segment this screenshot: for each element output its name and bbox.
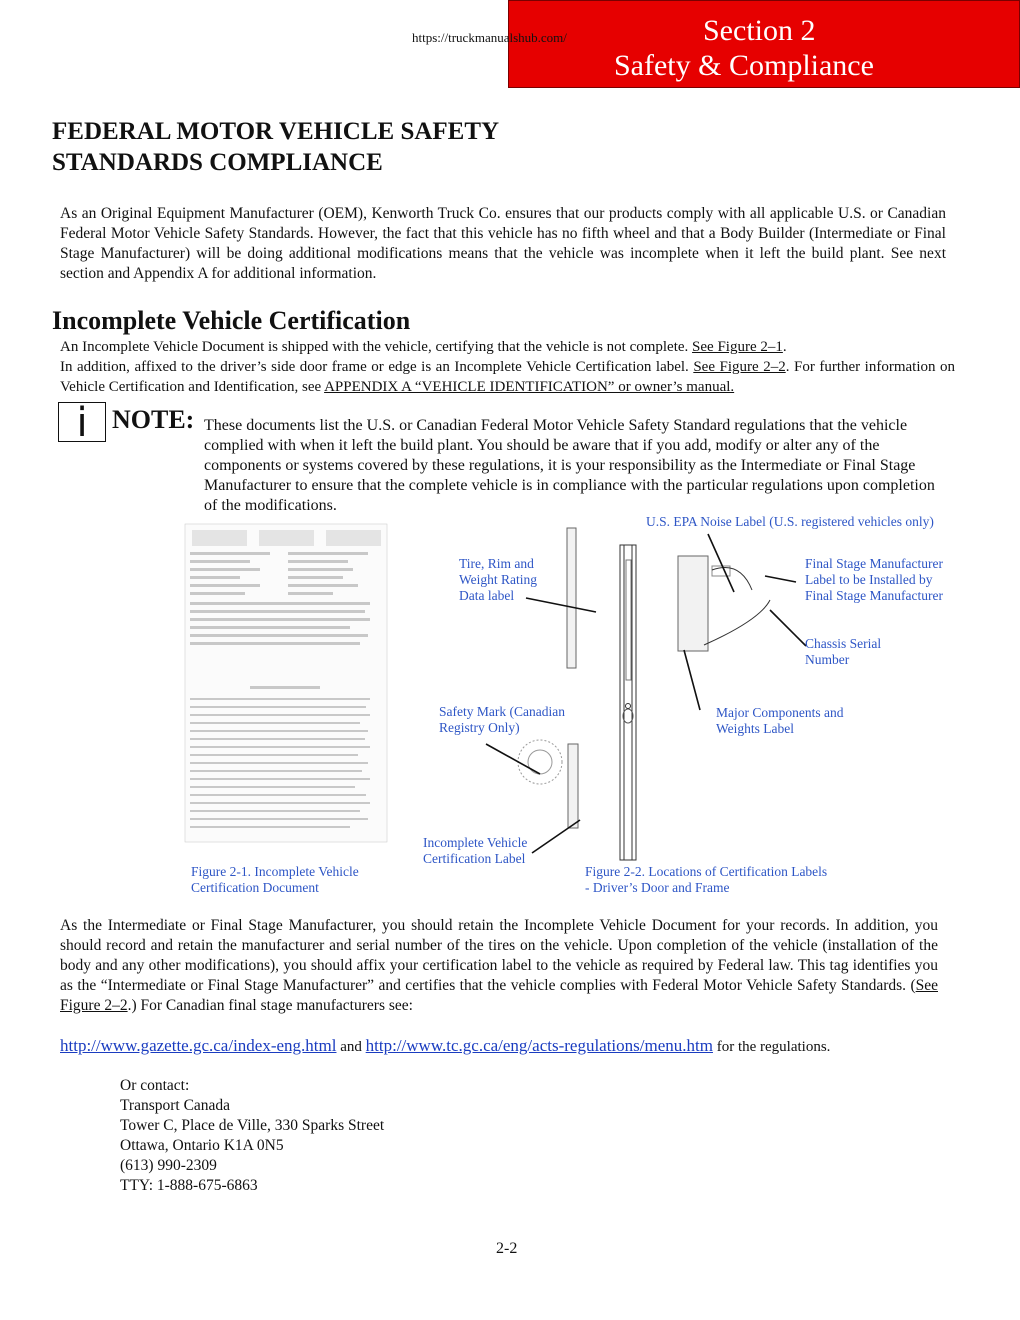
incomplete-label-caption [423, 835, 527, 867]
title-line-1: FEDERAL MOTOR VEHICLE SAFETY [52, 118, 500, 145]
safety-mark-caption [439, 704, 565, 736]
contact-block [120, 1076, 384, 1196]
info-icon-letter: i [76, 400, 88, 446]
incomplete-heading: Incomplete Vehicle Certification [52, 306, 411, 335]
intro-paragraph: As an Original Equipment Manufacturer (OEM), Kenworth Truck Co. ensures that our products comply with all applicable U.S. or Canadian Federal Motor Vehicle Safety Standards. However, the fact that this vehicle has no fifth wheel and that a Body Builder (Intermediate or Final Stage Manufacturer) will be doing additional modifications means that the vehicle was incomplete when it left the build plant. See next section and Appendix A for additional information. [60, 205, 946, 282]
safety-line-2: Registry Only) [439, 720, 520, 735]
major-line-2: Weights Label [716, 721, 795, 736]
incomplete-line-2: Certification Label [423, 851, 526, 866]
fig21-line-1: Figure 2-1. Incomplete Vehicle [191, 864, 359, 879]
final-line-2: Label to be Installed by [805, 572, 933, 587]
chassis-serial-caption [805, 636, 881, 668]
section-title: Safety & Compliance [614, 49, 874, 82]
title-line-2: STANDARDS COMPLIANCE [52, 149, 383, 176]
regulation-links [60, 1036, 830, 1056]
chassis-line-1: Chassis Serial [805, 636, 882, 651]
contact-line-3: Tower C, Place de Ville, 330 Sparks Street [120, 1117, 385, 1134]
links-suffix: for the regulations. [712, 1039, 831, 1055]
incomplete-text-a-end: . [782, 339, 787, 355]
tire-line-2: Weight Rating [459, 572, 538, 587]
major-components-caption [716, 705, 844, 737]
retain-paragraph [60, 916, 938, 1016]
incomplete-text-a: An Incomplete Vehicle Document is shipped with the vehicle, certifying that the vehicle is not complete. [60, 339, 693, 355]
note-label: NOTE: [112, 405, 195, 434]
figure-2-2-caption [585, 864, 827, 896]
tire-label-caption [459, 556, 537, 604]
tc-regulations-link[interactable]: http://www.tc.gc.ca/eng/acts-regulations/menu.htm [365, 1036, 713, 1055]
chassis-line-2: Number [805, 652, 850, 667]
door-frame-drawing [518, 528, 770, 860]
retain-text-b: .) For Canadian final stage manufacturers see: [127, 997, 413, 1014]
fig21-line-2: Certification Document [191, 880, 319, 895]
appendix-a-link[interactable]: APPENDIX A “VEHICLE IDENTIFICATION” or owner’s manual. [324, 379, 735, 395]
final-stage-label-caption [805, 556, 943, 604]
section-number: Section 2 [703, 14, 816, 47]
figure-2-1-caption [191, 864, 359, 896]
safety-line-1: Safety Mark (Canadian [439, 704, 565, 719]
contact-line-1: Or contact: [120, 1077, 190, 1094]
tire-line-3: Data label [459, 588, 515, 603]
incomplete-vehicle-document-image [185, 524, 387, 842]
note-text: These documents list the U.S. or Canadian Federal Motor Vehicle Safety Standard regulations that the vehicle complied with when it left the build plant. You should be aware that if you add, modify or alter any of the components or systems covered by these regulations, it is your responsibility as the Intermediate or Final Stage Manufacturer to ensure that the complete vehicle is in compliance with the particular regulations upon completion of the modifications. [204, 417, 935, 514]
contact-line-5: (613) 990-2309 [120, 1157, 217, 1174]
major-line-1: Major Components and [716, 705, 844, 720]
fig22-line-1: Figure 2-2. Locations of Certification Labels [585, 864, 828, 879]
contact-line-4: Ottawa, Ontario K1A 0N5 [120, 1137, 284, 1154]
incomplete-line-1: Incomplete Vehicle [423, 835, 528, 850]
contact-line-2: Transport Canada [120, 1097, 231, 1114]
retain-figure-link[interactable]: See Figure 2–2 [60, 977, 938, 1014]
final-line-3: Final Stage Manufacturer [805, 588, 943, 603]
contact-line-6: TTY: 1-888-675-6863 [120, 1177, 258, 1194]
final-line-1: Final Stage Manufacturer [805, 556, 943, 571]
incomplete-text-b: In addition, affixed to the driver’s side door frame or edge is an Incomplete Vehicle Certification label. [60, 359, 694, 375]
links-and: and [336, 1039, 366, 1055]
fig22-line-2: - Driver’s Door and Frame [585, 880, 730, 895]
retain-text-a: As the Intermediate or Final Stage Manufacturer, you should retain the Incomplete Vehicle Document for your records. In addition, you should record and retain the manufacturer and serial number of the tires on the vehicle. Upon completion of the vehicle (installation of the body and any other modifications), you should affix your certification label to the vehicle as required by Federal law. This tag identifies you as the “Intermediate or Final Stage Manufacturer” and certifies that the vehicle complies with Federal Motor Vehicle Safety Standards. ( [60, 917, 938, 994]
see-figure-2-2-link[interactable]: See Figure 2–2 [693, 359, 786, 375]
epa-noise-label-caption: U.S. EPA Noise Label (U.S. registered vehicles only) [646, 514, 934, 529]
see-figure-2-1-link[interactable]: See Figure 2–1 [692, 339, 783, 355]
source-url[interactable]: https://truckmanualshub.com/ [412, 30, 567, 45]
page-number: 2-2 [496, 1240, 518, 1257]
incomplete-text-b-mid: . For further information on Vehicle Certification and Identification, see [60, 359, 956, 395]
tire-line-1: Tire, Rim and [459, 556, 534, 571]
gazette-link[interactable]: http://www.gazette.gc.ca/index-eng.html [60, 1036, 337, 1055]
